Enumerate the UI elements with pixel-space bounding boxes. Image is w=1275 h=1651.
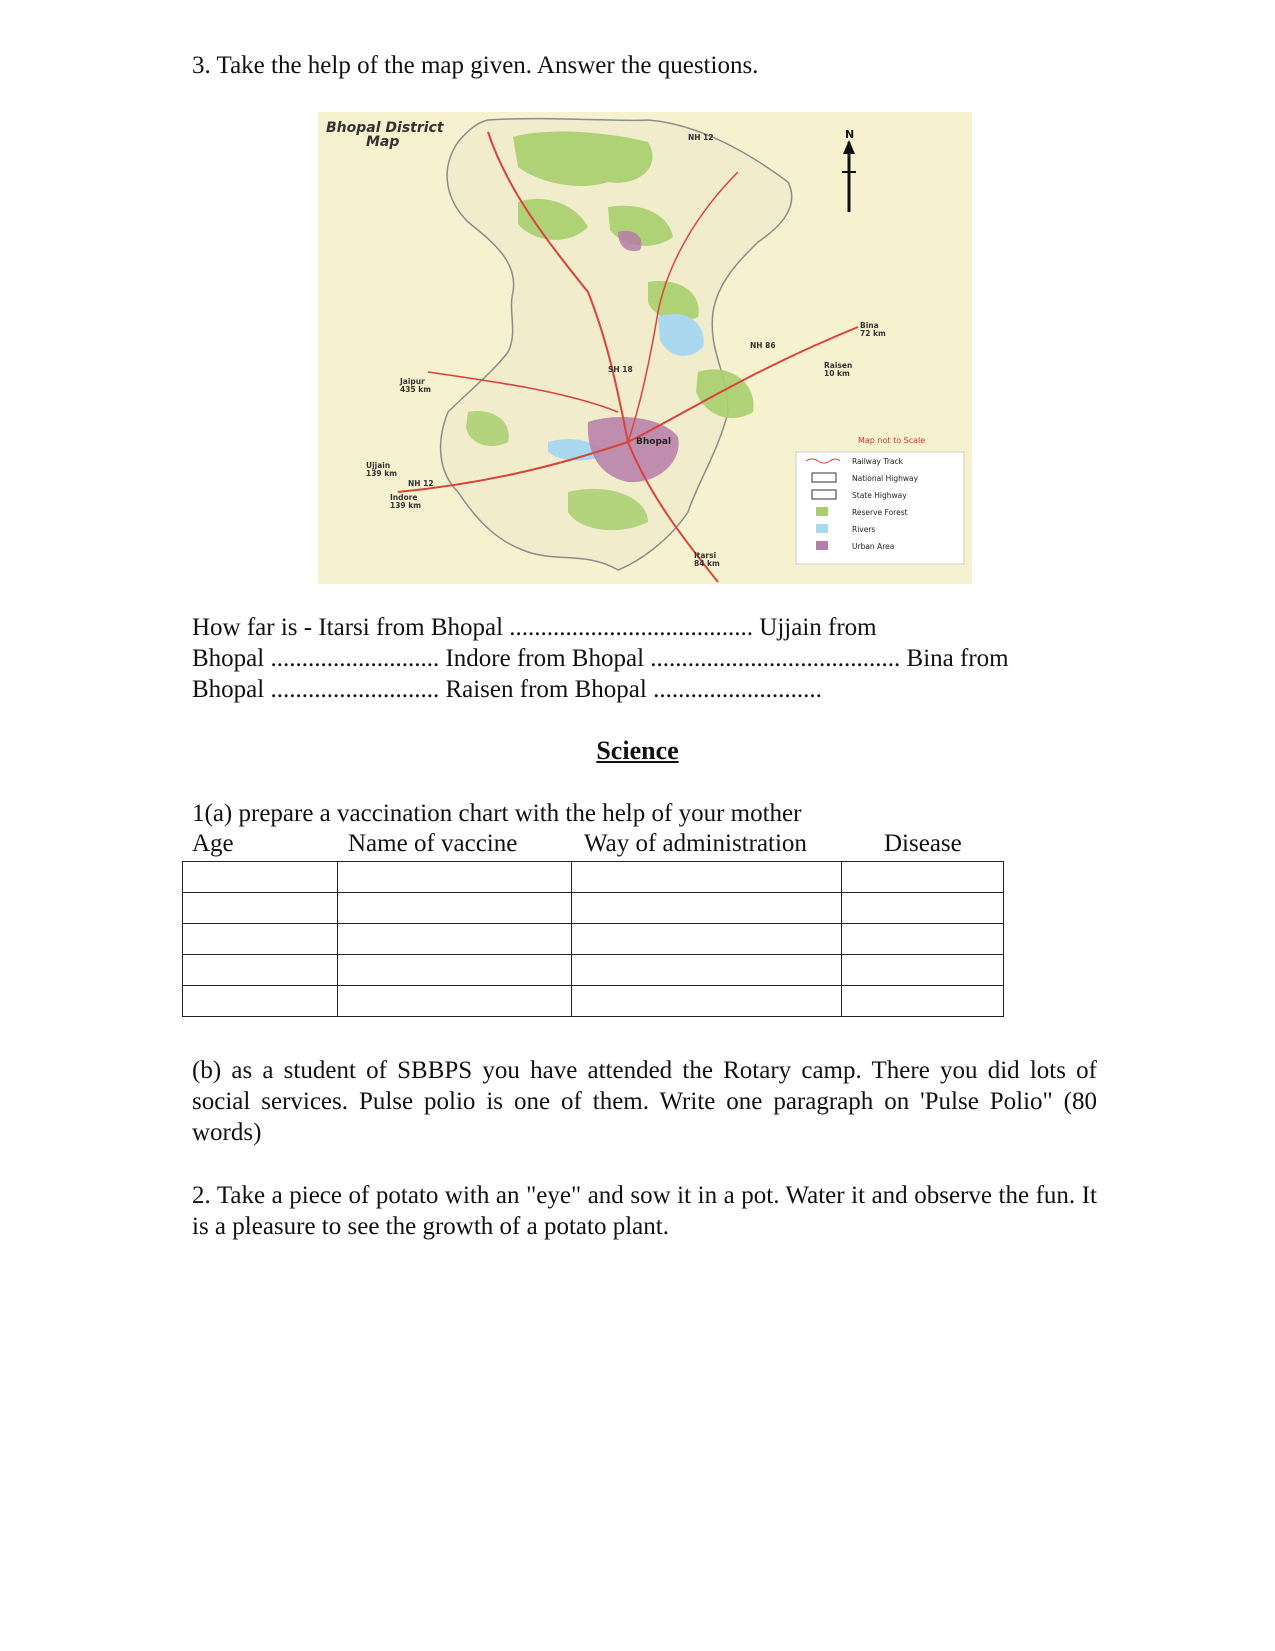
table-row: [183, 893, 1004, 924]
column-header-vaccine: Name of vaccine: [348, 830, 518, 857]
route-label: Jaipur 435 km: [400, 377, 432, 394]
legend-label: Urban Area: [852, 542, 895, 551]
science-heading: Science: [596, 736, 679, 765]
table-cell: [183, 862, 338, 893]
table-cell: [572, 862, 842, 893]
column-header-administration: Way of administration: [584, 830, 807, 857]
table-cell: [842, 986, 1004, 1017]
table-cell: [572, 893, 842, 924]
column-header-disease: Disease: [884, 830, 962, 857]
route-label: Itarsi 84 km: [694, 551, 720, 568]
route-label: NH 12: [408, 479, 434, 488]
route-label: Ujjain 139 km: [366, 461, 398, 478]
route-label: Bina 72 km: [860, 321, 886, 338]
question-3: 3. Take the help of the map given. Answer the questions.: [192, 52, 759, 79]
legend-label: National Highway: [852, 474, 919, 483]
legend-symbol: [812, 490, 836, 499]
table-cell: [338, 986, 572, 1017]
bhopal-district-map: [318, 112, 972, 584]
table-cell: [183, 955, 338, 986]
table-cell: [183, 924, 338, 955]
legend-label: Reserve Forest: [852, 508, 908, 517]
legend-symbol: [816, 524, 828, 533]
table-cell: [183, 986, 338, 1017]
map-title-2: Map: [366, 134, 400, 150]
table-cell: [842, 893, 1004, 924]
legend-symbol: [816, 507, 828, 516]
how-far-question: [192, 612, 1097, 705]
legend-label: Railway Track: [852, 457, 903, 466]
question-2: 2. Take a piece of potato with an "eye" and sow it in a pot. Water it and observe the fun. It is a pleasure to see the growth of a potato plant.: [192, 1182, 1097, 1240]
route-label: Raisen 10 km: [824, 361, 853, 378]
legend-symbol: [816, 541, 828, 550]
route-label: NH 86: [750, 341, 776, 350]
city-label-bhopal: Bhopal: [636, 437, 672, 447]
north-label: N: [845, 128, 855, 141]
route-label: NH 12: [688, 133, 714, 142]
table-row: [183, 955, 1004, 986]
table-cell: [183, 893, 338, 924]
legend-symbol: [812, 473, 836, 482]
table-cell: [842, 924, 1004, 955]
question-1a: 1(a) prepare a vaccination chart with the help of your mother: [192, 800, 802, 827]
route-label: SH 18: [608, 365, 633, 374]
table-cell: [842, 955, 1004, 986]
table-cell: [572, 955, 842, 986]
table-row: [183, 862, 1004, 893]
map-title: Bhopal District: [326, 120, 444, 136]
table-cell: [572, 986, 842, 1017]
table-cell: [338, 955, 572, 986]
table-row: [183, 924, 1004, 955]
vaccination-chart-table: [182, 861, 1004, 1017]
table-row: [183, 986, 1004, 1017]
table-cell: [572, 924, 842, 955]
legend-label: Rivers: [852, 525, 876, 534]
how-far-line-2: Bhopal ........................... Indore from Bhopal ........................................ Bina from: [192, 645, 1009, 672]
table-cell: [842, 862, 1004, 893]
legend-label: State Highway: [852, 491, 907, 500]
question-1b: (b) as a student of SBBPS you have attended the Rotary camp. There you did lots of social services. Pulse polio is one of them. Write one paragraph on 'Pulse Polio" (80 words): [192, 1057, 1097, 1146]
table-cell: [338, 924, 572, 955]
how-far-line-1: How far is - Itarsi from Bhopal ....................................... Ujjain from: [192, 614, 877, 641]
route-label: Indore 139 km: [390, 493, 422, 510]
map-scale-note: Map not to Scale: [858, 436, 926, 445]
table-cell: [338, 862, 572, 893]
table-cell: [338, 893, 572, 924]
how-far-line-3: Bhopal ........................... Raisen from Bhopal ...........................: [192, 676, 822, 703]
column-header-age: Age: [192, 830, 234, 857]
